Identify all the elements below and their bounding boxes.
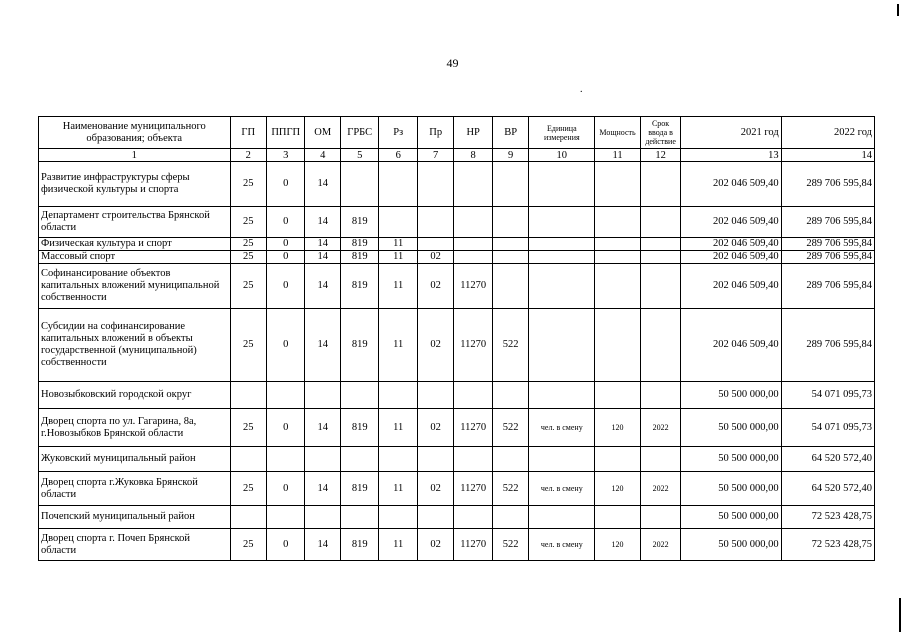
cell-y2022: 72 523 428,75 bbox=[781, 506, 874, 529]
cell-power bbox=[595, 207, 641, 238]
cell-pr bbox=[417, 238, 453, 251]
cell-power bbox=[595, 238, 641, 251]
cell-vr bbox=[492, 251, 528, 264]
cell-pr bbox=[417, 207, 453, 238]
table-row bbox=[39, 529, 875, 561]
cell-nr: 11270 bbox=[454, 264, 493, 309]
cell-gp: 25 bbox=[230, 207, 266, 238]
table-row bbox=[39, 309, 875, 382]
cell-ppgp: 0 bbox=[266, 409, 305, 447]
cell-pr: 02 bbox=[417, 472, 453, 506]
cell-gp: 25 bbox=[230, 409, 266, 447]
header-gp: ГП bbox=[230, 117, 266, 149]
cell-grbs: 819 bbox=[340, 264, 379, 309]
cell-rz: 11 bbox=[379, 409, 418, 447]
cell-term: 2022 bbox=[640, 472, 681, 506]
cell-y2022: 64 520 572,40 bbox=[781, 447, 874, 472]
cell-vr: 522 bbox=[492, 472, 528, 506]
stray-mark: . bbox=[580, 84, 583, 95]
cell-nr bbox=[454, 447, 493, 472]
colnum: 14 bbox=[781, 149, 874, 162]
cell-rz: 11 bbox=[379, 529, 418, 561]
cell-name: Физическая культура и спорт bbox=[39, 238, 231, 251]
cell-term bbox=[640, 264, 681, 309]
cell-grbs bbox=[340, 506, 379, 529]
cell-om: 14 bbox=[305, 162, 340, 207]
cell-vr bbox=[492, 162, 528, 207]
cell-grbs: 819 bbox=[340, 238, 379, 251]
cell-pr: 02 bbox=[417, 529, 453, 561]
cell-term bbox=[640, 162, 681, 207]
cell-y2022: 72 523 428,75 bbox=[781, 529, 874, 561]
cell-power bbox=[595, 382, 641, 409]
header-2022: 2022 год bbox=[781, 117, 874, 149]
cell-gp: 25 bbox=[230, 472, 266, 506]
cell-power bbox=[595, 264, 641, 309]
cell-ppgp: 0 bbox=[266, 472, 305, 506]
header-nr: НР bbox=[454, 117, 493, 149]
header-row bbox=[39, 117, 875, 149]
cell-rz bbox=[379, 506, 418, 529]
cell-ppgp: 0 bbox=[266, 264, 305, 309]
cell-nr bbox=[454, 162, 493, 207]
header-power: Мощность bbox=[595, 117, 641, 149]
cell-y2022: 64 520 572,40 bbox=[781, 472, 874, 506]
cell-nr: 11270 bbox=[454, 409, 493, 447]
cell-gp bbox=[230, 506, 266, 529]
cell-name: Субсидии на софинансирование капитальных вложений в объекты государственной (муниципальной) собственности bbox=[39, 309, 231, 382]
cell-rz: 11 bbox=[379, 264, 418, 309]
cell-y2022: 54 071 095,73 bbox=[781, 409, 874, 447]
cell-vr bbox=[492, 506, 528, 529]
cell-y2022: 54 071 095,73 bbox=[781, 382, 874, 409]
cell-vr bbox=[492, 447, 528, 472]
cell-om: 14 bbox=[305, 264, 340, 309]
colnum: 10 bbox=[529, 149, 595, 162]
cell-om: 14 bbox=[305, 238, 340, 251]
cell-y2022: 289 706 595,84 bbox=[781, 238, 874, 251]
cell-gp bbox=[230, 447, 266, 472]
cell-name: Новозыбковский городской округ bbox=[39, 382, 231, 409]
cell-rz bbox=[379, 382, 418, 409]
cell-unit: чел. в смену bbox=[529, 529, 595, 561]
header-2021: 2021 год bbox=[681, 117, 781, 149]
colnum: 13 bbox=[681, 149, 781, 162]
cell-name: Дворец спорта г.Жуковка Брянской области bbox=[39, 472, 231, 506]
colnum: 3 bbox=[266, 149, 305, 162]
cell-y2021: 202 046 509,40 bbox=[681, 207, 781, 238]
cell-nr: 11270 bbox=[454, 472, 493, 506]
page-number: 49 bbox=[446, 56, 459, 70]
cell-grbs: 819 bbox=[340, 207, 379, 238]
table-row bbox=[39, 382, 875, 409]
colnum: 4 bbox=[305, 149, 340, 162]
cell-power: 120 bbox=[595, 529, 641, 561]
cell-y2021: 202 046 509,40 bbox=[681, 251, 781, 264]
header-grbs: ГРБС bbox=[340, 117, 379, 149]
cell-y2021: 50 500 000,00 bbox=[681, 409, 781, 447]
cell-power bbox=[595, 251, 641, 264]
cell-power bbox=[595, 162, 641, 207]
cell-term bbox=[640, 506, 681, 529]
cell-y2021: 202 046 509,40 bbox=[681, 162, 781, 207]
cell-gp: 25 bbox=[230, 238, 266, 251]
cell-pr bbox=[417, 162, 453, 207]
cell-y2022: 289 706 595,84 bbox=[781, 251, 874, 264]
cell-grbs bbox=[340, 447, 379, 472]
cell-rz bbox=[379, 207, 418, 238]
cell-y2022: 289 706 595,84 bbox=[781, 264, 874, 309]
cell-nr bbox=[454, 506, 493, 529]
cell-term: 2022 bbox=[640, 529, 681, 561]
cell-vr bbox=[492, 264, 528, 309]
cell-om: 14 bbox=[305, 472, 340, 506]
cell-power: 120 bbox=[595, 472, 641, 506]
colnum: 9 bbox=[492, 149, 528, 162]
cell-rz: 11 bbox=[379, 472, 418, 506]
table-row bbox=[39, 162, 875, 207]
cell-om: 14 bbox=[305, 309, 340, 382]
colnum: 7 bbox=[417, 149, 453, 162]
cell-rz bbox=[379, 162, 418, 207]
cell-om bbox=[305, 447, 340, 472]
cell-pr: 02 bbox=[417, 409, 453, 447]
cell-ppgp: 0 bbox=[266, 207, 305, 238]
cell-grbs: 819 bbox=[340, 309, 379, 382]
cell-vr bbox=[492, 238, 528, 251]
cell-y2021: 50 500 000,00 bbox=[681, 506, 781, 529]
cell-unit bbox=[529, 382, 595, 409]
table-row bbox=[39, 409, 875, 447]
cell-y2022: 289 706 595,84 bbox=[781, 162, 874, 207]
cell-power: 120 bbox=[595, 409, 641, 447]
cell-grbs: 819 bbox=[340, 529, 379, 561]
cell-y2021: 202 046 509,40 bbox=[681, 264, 781, 309]
cell-name: Жуковский муниципальный район bbox=[39, 447, 231, 472]
cell-om bbox=[305, 382, 340, 409]
colnum: 5 bbox=[340, 149, 379, 162]
cell-ppgp bbox=[266, 447, 305, 472]
header-unit: Единица измерения bbox=[529, 117, 595, 149]
cell-y2021: 50 500 000,00 bbox=[681, 529, 781, 561]
cell-pr: 02 bbox=[417, 251, 453, 264]
cell-term bbox=[640, 447, 681, 472]
cell-ppgp: 0 bbox=[266, 238, 305, 251]
cell-y2022: 289 706 595,84 bbox=[781, 309, 874, 382]
header-om: ОМ bbox=[305, 117, 340, 149]
cell-term bbox=[640, 251, 681, 264]
cell-term bbox=[640, 382, 681, 409]
colnum: 1 bbox=[39, 149, 231, 162]
cell-ppgp: 0 bbox=[266, 309, 305, 382]
cell-term bbox=[640, 207, 681, 238]
table-row bbox=[39, 207, 875, 238]
cell-term bbox=[640, 309, 681, 382]
column-number-row bbox=[39, 149, 875, 162]
cell-ppgp: 0 bbox=[266, 251, 305, 264]
cell-unit bbox=[529, 238, 595, 251]
cell-unit bbox=[529, 251, 595, 264]
cell-unit: чел. в смену bbox=[529, 409, 595, 447]
edge-mark-top bbox=[897, 4, 899, 16]
cell-ppgp bbox=[266, 382, 305, 409]
cell-term: 2022 bbox=[640, 409, 681, 447]
cell-unit: чел. в смену bbox=[529, 472, 595, 506]
cell-om: 14 bbox=[305, 409, 340, 447]
cell-vr bbox=[492, 207, 528, 238]
cell-nr: 11270 bbox=[454, 529, 493, 561]
header-rz: Рз bbox=[379, 117, 418, 149]
header-vr: ВР bbox=[492, 117, 528, 149]
cell-nr bbox=[454, 207, 493, 238]
cell-y2021: 50 500 000,00 bbox=[681, 447, 781, 472]
cell-unit bbox=[529, 207, 595, 238]
cell-name: Департамент строительства Брянской области bbox=[39, 207, 231, 238]
cell-gp: 25 bbox=[230, 264, 266, 309]
cell-vr bbox=[492, 382, 528, 409]
cell-nr bbox=[454, 382, 493, 409]
cell-name: Развитие инфраструктуры сферы физической культуры и спорта bbox=[39, 162, 231, 207]
cell-om: 14 bbox=[305, 251, 340, 264]
cell-om bbox=[305, 506, 340, 529]
header-ppgp: ППГП bbox=[266, 117, 305, 149]
cell-name: Дворец спорта по ул. Гагарина, 8а, г.Новозыбков Брянской области bbox=[39, 409, 231, 447]
cell-vr: 522 bbox=[492, 529, 528, 561]
header-name: Наименование муниципального образования; объекта bbox=[39, 117, 231, 149]
header-pr: Пр bbox=[417, 117, 453, 149]
header-term: Срок ввода в действие bbox=[640, 117, 681, 149]
cell-ppgp: 0 bbox=[266, 162, 305, 207]
cell-unit bbox=[529, 264, 595, 309]
cell-term bbox=[640, 238, 681, 251]
cell-y2021: 202 046 509,40 bbox=[681, 309, 781, 382]
cell-vr: 522 bbox=[492, 409, 528, 447]
cell-name: Дворец спорта г. Почеп Брянской области bbox=[39, 529, 231, 561]
cell-pr: 02 bbox=[417, 309, 453, 382]
cell-gp: 25 bbox=[230, 162, 266, 207]
cell-pr bbox=[417, 382, 453, 409]
colnum: 2 bbox=[230, 149, 266, 162]
budget-table bbox=[38, 116, 875, 561]
cell-power bbox=[595, 309, 641, 382]
table-row bbox=[39, 472, 875, 506]
cell-pr: 02 bbox=[417, 264, 453, 309]
cell-y2021: 202 046 509,40 bbox=[681, 238, 781, 251]
table-row bbox=[39, 506, 875, 529]
cell-gp: 25 bbox=[230, 309, 266, 382]
cell-power bbox=[595, 447, 641, 472]
cell-om: 14 bbox=[305, 207, 340, 238]
cell-name: Почепский муниципальный район bbox=[39, 506, 231, 529]
cell-ppgp bbox=[266, 506, 305, 529]
colnum: 12 bbox=[640, 149, 681, 162]
cell-grbs bbox=[340, 382, 379, 409]
cell-nr: 11270 bbox=[454, 309, 493, 382]
cell-rz: 11 bbox=[379, 251, 418, 264]
cell-unit bbox=[529, 309, 595, 382]
cell-unit bbox=[529, 447, 595, 472]
cell-y2021: 50 500 000,00 bbox=[681, 382, 781, 409]
cell-unit bbox=[529, 506, 595, 529]
cell-y2022: 289 706 595,84 bbox=[781, 207, 874, 238]
cell-pr bbox=[417, 506, 453, 529]
edge-mark-right bbox=[899, 598, 901, 632]
cell-grbs: 819 bbox=[340, 472, 379, 506]
cell-name: Софинансирование объектов капитальных вложений муниципальной собственности bbox=[39, 264, 231, 309]
cell-grbs bbox=[340, 162, 379, 207]
cell-grbs: 819 bbox=[340, 409, 379, 447]
cell-ppgp: 0 bbox=[266, 529, 305, 561]
cell-rz: 11 bbox=[379, 309, 418, 382]
table-row bbox=[39, 264, 875, 309]
table-row bbox=[39, 251, 875, 264]
cell-pr bbox=[417, 447, 453, 472]
cell-om: 14 bbox=[305, 529, 340, 561]
table-row bbox=[39, 238, 875, 251]
colnum: 6 bbox=[379, 149, 418, 162]
cell-nr bbox=[454, 238, 493, 251]
cell-gp bbox=[230, 382, 266, 409]
cell-gp: 25 bbox=[230, 529, 266, 561]
colnum: 11 bbox=[595, 149, 641, 162]
table-row bbox=[39, 447, 875, 472]
cell-unit bbox=[529, 162, 595, 207]
cell-vr: 522 bbox=[492, 309, 528, 382]
colnum: 8 bbox=[454, 149, 493, 162]
cell-gp: 25 bbox=[230, 251, 266, 264]
cell-name: Массовый спорт bbox=[39, 251, 231, 264]
cell-y2021: 50 500 000,00 bbox=[681, 472, 781, 506]
cell-grbs: 819 bbox=[340, 251, 379, 264]
cell-nr bbox=[454, 251, 493, 264]
cell-power bbox=[595, 506, 641, 529]
cell-rz bbox=[379, 447, 418, 472]
cell-rz: 11 bbox=[379, 238, 418, 251]
